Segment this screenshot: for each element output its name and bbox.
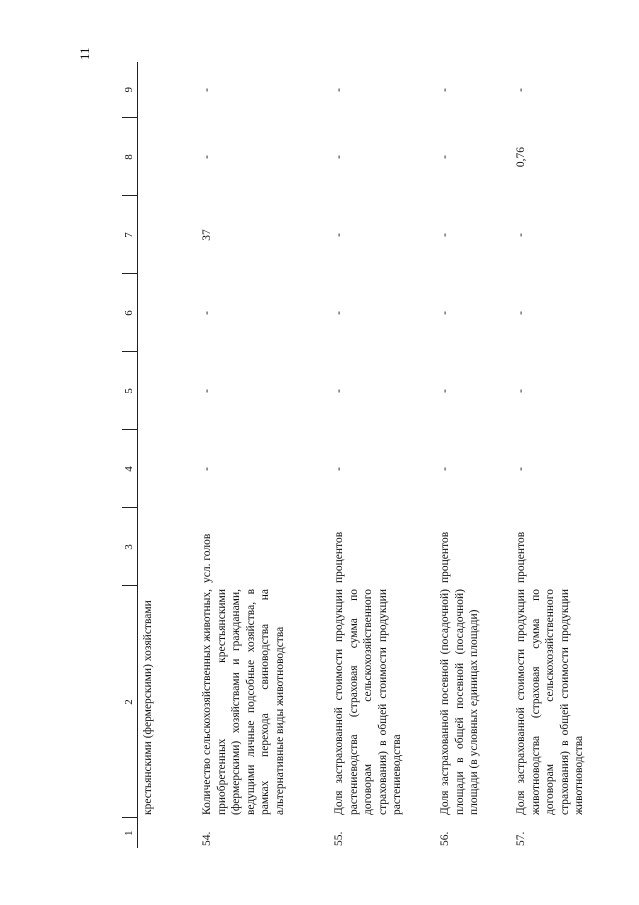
value-cell [137, 118, 197, 196]
row-number: 54. [201, 831, 213, 846]
value-cell: - [515, 233, 527, 237]
column-header: 3 [122, 508, 137, 586]
value-cell: - [201, 389, 213, 393]
value-cell: - [333, 467, 345, 471]
column-header: 2 [122, 586, 137, 818]
value-cell: - [333, 311, 345, 315]
value-cell: - [201, 467, 213, 471]
value-cell: - [333, 233, 345, 237]
value-cell: 0,76 [515, 146, 527, 168]
value-cell: - [333, 389, 345, 393]
value-cell: - [439, 155, 451, 159]
value-cell: - [201, 155, 213, 159]
value-cell: - [333, 88, 345, 92]
value-cell: - [515, 389, 527, 393]
indicator-name: Доля застрахованной стоимости продукции растениеводства (страховая сумма по договорам сельскохозяйственного страхования) в общей стоимости продукции растениеводства [333, 589, 403, 815]
value-cell: - [515, 467, 527, 471]
value-cell: - [201, 88, 213, 92]
row-number: 55. [333, 831, 345, 846]
unit-cell: процентов [333, 531, 345, 583]
indicator-name: Доля застрахованной стоимости продукции животноводства (страховая сумма по договорам сельскохозяйственного страхования) в общей стоимости продукции животноводства [515, 589, 585, 815]
value-cell [137, 430, 197, 508]
value-cell [137, 196, 197, 274]
column-header: 4 [122, 430, 137, 508]
page-number: 11 [77, 47, 92, 60]
unit-cell: процентов [515, 531, 527, 583]
table-row [329, 62, 435, 848]
value-cell: - [333, 155, 345, 159]
indicator-name: Доля застрахованной посевной (посадочной) площади в общей посевной (посадочной) площади (в условных единицах площади) [439, 589, 480, 815]
table-row [435, 62, 511, 848]
row-number [137, 818, 197, 848]
column-header: 6 [122, 274, 137, 352]
value-cell: 37 [201, 229, 213, 241]
indicator-name: Количество сельскохозяйственных животных, приобретенных крестьянскими (фермерскими) хозяйствами и гражданами, ведущими личные подсобные хозяйства, в рамках перехода свиноводства на альтернативные виды животноводства [201, 589, 286, 815]
column-header: 7 [122, 196, 137, 274]
value-cell: - [439, 233, 451, 237]
value-cell: - [439, 311, 451, 315]
unit-cell [137, 508, 197, 586]
table-row [197, 62, 329, 848]
table-row [137, 62, 197, 848]
column-header: 1 [122, 818, 137, 848]
value-cell: - [515, 311, 527, 315]
value-cell [137, 62, 197, 118]
indicator-name: крестьянскими (фермерскими) хозяйствами [141, 600, 154, 815]
value-cell: - [439, 389, 451, 393]
rotated-table-container [122, 62, 634, 848]
column-header: 8 [122, 118, 137, 196]
unit-cell: усл. голов [201, 533, 213, 583]
value-cell [137, 352, 197, 430]
value-cell: - [201, 311, 213, 315]
column-header: 9 [122, 62, 137, 118]
row-number: 56. [439, 831, 451, 846]
unit-cell: процентов [439, 531, 451, 583]
indicators-table [122, 62, 611, 848]
column-number-row [122, 62, 137, 848]
table-row [511, 62, 611, 848]
row-number: 57. [515, 831, 527, 846]
column-header: 5 [122, 352, 137, 430]
value-cell: - [439, 88, 451, 92]
value-cell: - [439, 467, 451, 471]
value-cell: - [515, 88, 527, 92]
value-cell [137, 274, 197, 352]
